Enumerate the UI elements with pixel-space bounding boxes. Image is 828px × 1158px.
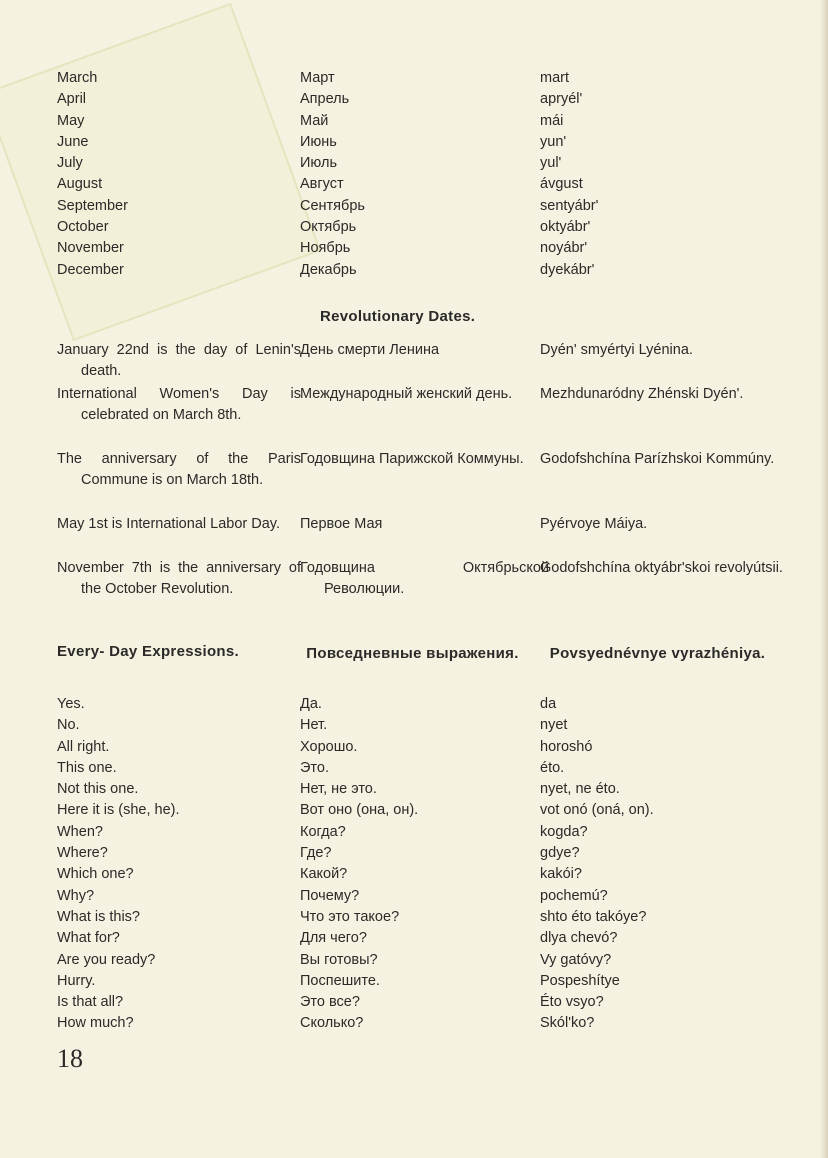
english-cell: All right. <box>57 738 110 755</box>
transliteration-cell: nyet <box>540 717 568 734</box>
english-cell: No. <box>57 717 80 734</box>
table-row <box>0 260 828 281</box>
english-cell: December <box>57 261 124 278</box>
table-row <box>0 843 828 864</box>
english-cell: Yes. <box>57 696 85 712</box>
russian-cell: Март <box>300 70 335 86</box>
table-row <box>0 779 828 800</box>
transliteration-cell: noyábr' <box>540 240 588 257</box>
transliteration-cell: Mezhdunaródny Zhénski Dyén'. <box>540 386 744 402</box>
russian-cell: Сентябрь <box>300 197 365 214</box>
table-row <box>0 68 828 89</box>
transliteration-cell: vot onó (oná, on). <box>540 802 654 819</box>
table-row <box>0 971 828 992</box>
transliteration-cell: éto. <box>540 759 565 776</box>
russian-cell: Октябрь <box>300 219 357 236</box>
transliteration-cell: mái <box>540 112 564 129</box>
english-cell: Which one? <box>57 866 134 883</box>
russian-cell: Это. <box>300 759 329 776</box>
table-row <box>0 907 828 928</box>
transliteration-cell: Skól'ko? <box>540 1015 595 1032</box>
transliteration-cell: oktyábr' <box>540 219 591 236</box>
table-row <box>0 217 828 238</box>
table-row <box>0 758 828 779</box>
russian-cell: Декабрь <box>300 261 357 278</box>
russian-cell: Хорошо. <box>300 738 358 755</box>
table-row <box>0 715 828 736</box>
transliteration-cell: pochemú? <box>540 887 608 904</box>
everyday-heading-tr: Povsyednévnye vyrazhéniya. <box>549 645 766 662</box>
transliteration-cell: Pospeshítye <box>540 972 620 989</box>
english-cell: January 22nd is the day of Lenin's death. <box>57 342 301 379</box>
transliteration-cell: Vy gatóvy? <box>540 951 612 968</box>
russian-cell: Май <box>300 112 329 129</box>
russian-cell: Первое Мая <box>300 516 383 532</box>
transliteration-cell: apryél' <box>540 91 583 108</box>
table-row <box>0 737 828 758</box>
table-row <box>0 89 828 110</box>
english-cell: August <box>57 176 103 193</box>
english-cell: This one. <box>57 759 117 776</box>
transliteration-cell: yul' <box>540 155 562 172</box>
russian-cell: Какой? <box>300 866 348 883</box>
table-row <box>0 174 828 195</box>
table-row <box>0 1013 828 1034</box>
table-row <box>0 111 828 132</box>
russian-cell: Апрель <box>300 91 350 108</box>
russian-cell: Что это такое? <box>300 908 400 925</box>
transliteration-cell: kakói? <box>540 866 582 883</box>
transliteration-cell: shto éto takóye? <box>540 908 647 925</box>
transliteration-cell: yun' <box>540 133 567 150</box>
russian-cell: День смерти Ленина <box>300 342 440 358</box>
russian-cell: Вот оно (она, он). <box>300 802 419 819</box>
transliteration-cell: Godofshchína Parízhskoi Kommúny. <box>540 451 775 467</box>
table-row <box>0 153 828 174</box>
transliteration-cell: dyekábr' <box>540 261 595 278</box>
russian-cell: Да. <box>300 696 322 712</box>
english-cell: July <box>57 155 83 172</box>
english-cell: Here it is (she, he). <box>57 802 180 819</box>
table-row <box>0 928 828 949</box>
english-cell: Is that all? <box>57 994 124 1011</box>
table-row <box>0 196 828 217</box>
transliteration-cell: dlya chevó? <box>540 930 618 947</box>
english-cell: Not this one. <box>57 781 139 798</box>
russian-cell: Когда? <box>300 823 346 840</box>
english-cell: How much? <box>57 1015 134 1032</box>
english-cell: April <box>57 91 87 108</box>
table-row <box>0 694 828 715</box>
transliteration-cell: Pyérvoye Máiya. <box>540 516 648 532</box>
english-cell: November <box>57 240 124 257</box>
transliteration-cell: Godofshchína oktyábr'skoi revolyútsii. <box>540 560 783 576</box>
russian-cell: Нет. <box>300 717 328 734</box>
russian-cell: Август <box>300 176 344 193</box>
everyday-heading-ru: Повседневные выражения. <box>306 645 519 662</box>
english-cell: What is this? <box>57 908 140 925</box>
english-cell: Are you ready? <box>57 951 156 968</box>
russian-cell: Почему? <box>300 887 360 904</box>
table-row <box>0 992 828 1013</box>
english-cell: May 1st is International Labor Day. <box>57 516 280 532</box>
russian-cell: Нет, не это. <box>300 781 377 798</box>
english-cell: International Women's Day is celebrated on March 8th. <box>57 386 301 423</box>
russian-cell: Июнь <box>300 133 337 150</box>
russian-cell: Сколько? <box>300 1015 364 1032</box>
russian-cell: Июль <box>300 155 337 172</box>
english-cell: Hurry. <box>57 972 96 989</box>
english-cell: March <box>57 70 98 86</box>
transliteration-cell: sentyábr' <box>540 197 599 214</box>
english-cell: November 7th is the anniversary of the October Revolution. <box>57 560 301 597</box>
table-row <box>0 864 828 885</box>
english-cell: The anniversary of the Paris Commune is on March 18th. <box>57 451 301 488</box>
revolutionary-dates-heading: Revolutionary Dates. <box>320 308 476 325</box>
table-row <box>0 238 828 259</box>
english-cell: What for? <box>57 930 120 947</box>
months-table <box>0 68 828 281</box>
russian-cell: Поспешите. <box>300 972 380 989</box>
table-row <box>0 132 828 153</box>
transliteration-cell: da <box>540 696 557 712</box>
russian-cell: Годовщина Октябрьской Революции. <box>300 560 549 597</box>
english-cell: May <box>57 112 85 129</box>
english-cell: Why? <box>57 887 95 904</box>
english-cell: When? <box>57 823 103 840</box>
transliteration-cell: ávgust <box>540 176 583 193</box>
transliteration-cell: Dyén' smyértyi Lyénina. <box>540 342 693 358</box>
russian-cell: Вы готовы? <box>300 951 378 968</box>
everyday-table <box>0 694 828 1035</box>
russian-cell: Ноябрь <box>300 240 351 257</box>
table-row <box>0 800 828 821</box>
table-row <box>0 886 828 907</box>
english-cell: October <box>57 219 109 236</box>
everyday-heading-en: Every- Day Expressions. <box>57 643 239 660</box>
english-cell: September <box>57 197 128 214</box>
russian-cell: Это все? <box>300 994 360 1011</box>
russian-cell: Годовщина Парижской Коммуны. <box>300 451 524 467</box>
english-cell: June <box>57 133 89 150</box>
transliteration-cell: nyet, ne éto. <box>540 781 620 798</box>
transliteration-cell: horoshó <box>540 738 593 755</box>
russian-cell: Международный женский день. <box>300 386 513 402</box>
russian-cell: Где? <box>300 845 332 862</box>
russian-cell: Для чего? <box>300 930 367 947</box>
table-row <box>0 822 828 843</box>
transliteration-cell: Éto vsyo? <box>540 994 604 1011</box>
transliteration-cell: kogda? <box>540 823 588 840</box>
page-number: 18 <box>57 1044 83 1073</box>
transliteration-cell: gdye? <box>540 845 580 862</box>
transliteration-cell: mart <box>540 70 569 86</box>
english-cell: Where? <box>57 845 108 862</box>
table-row <box>0 950 828 971</box>
